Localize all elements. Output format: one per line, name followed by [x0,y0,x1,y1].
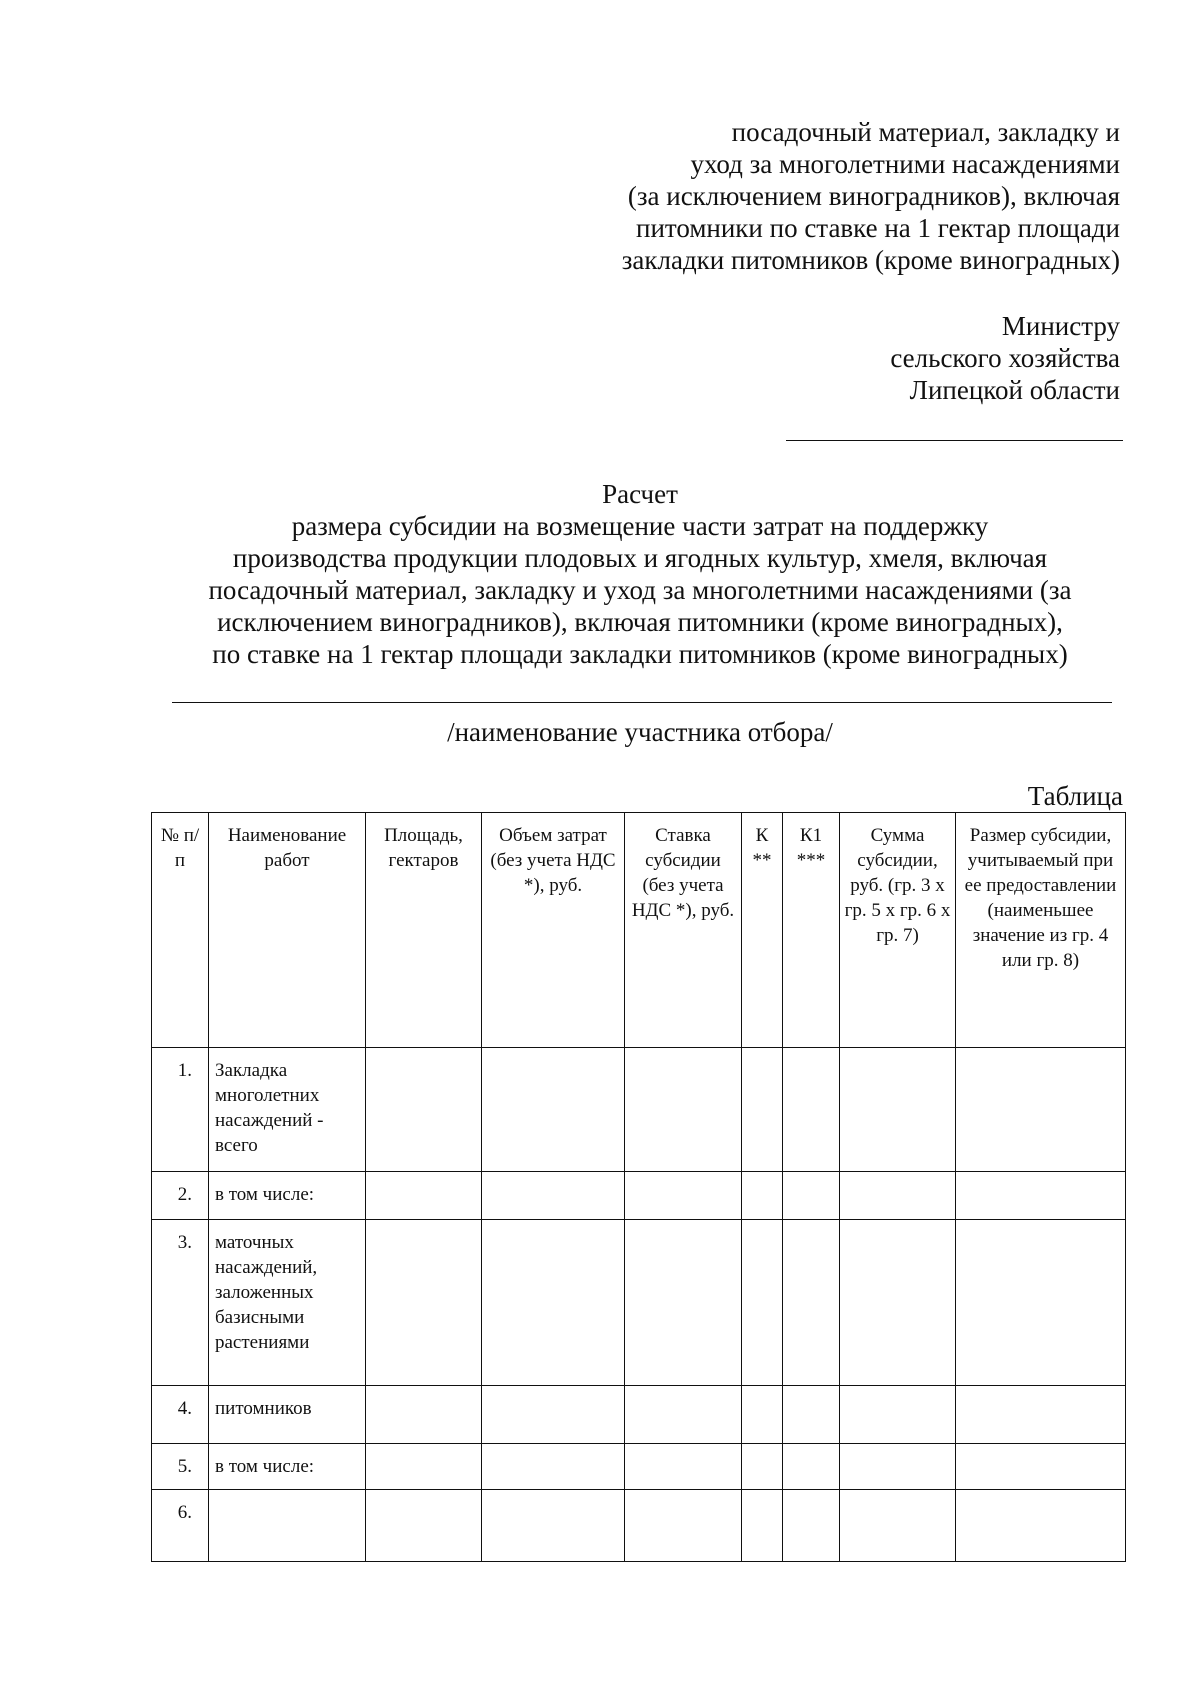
header-cell: Сумма субсидии, руб. (гр. 3 х гр. 5 х гр. 6 х гр. 7) [840,813,956,1048]
header-line: питомники по ставке на 1 гектар площади [636,213,1120,243]
row-number: 1. [152,1048,209,1172]
header-cell: Объем затрат (без учета НДС *), руб. [482,813,625,1048]
rate-cell[interactable] [625,1386,742,1444]
k-cell[interactable] [742,1386,783,1444]
row-name: питомников [209,1386,366,1444]
row-name [209,1490,366,1562]
addressee-line-text: Липецкой области [909,375,1120,405]
table-row [152,1490,1126,1562]
area-cell[interactable] [366,1220,482,1386]
area-cell[interactable] [366,1386,482,1444]
k-cell[interactable] [742,1172,783,1220]
title-line: производства продукции плодовых и ягодных культур, хмеля, включая [232,543,1048,573]
title-line: по ставке на 1 гектар площади закладки питомников (кроме виноградных) [212,639,1068,669]
sum-cell[interactable] [840,1490,956,1562]
costs-cell[interactable] [482,1490,625,1562]
costs-cell[interactable] [482,1172,625,1220]
sum-cell[interactable] [840,1444,956,1490]
header-cell: К1 *** [783,813,840,1048]
document-title [140,478,1140,670]
header-line: (за исключением виноградников), включая [627,181,1120,211]
row-name: маточных насаждений, заложенных базисными растениями [209,1220,366,1386]
row-name: в том числе: [209,1172,366,1220]
title-line: посадочный материал, закладку и уход за многолетними насаждениями (за [208,575,1072,605]
title-line: размера субсидии на возмещение части затрат на поддержку [291,511,989,541]
title-line: исключением виноградников), включая питомники (кроме виноградных), [217,607,1063,637]
participant-name-line [172,702,1112,703]
k1-cell[interactable] [783,1220,840,1386]
header-line: уход за многолетними насаждениями [690,149,1120,179]
header-cell: № п/п [152,813,209,1048]
area-cell[interactable] [366,1172,482,1220]
area-cell[interactable] [366,1490,482,1562]
costs-cell[interactable] [482,1220,625,1386]
row-number: 4. [152,1386,209,1444]
subsidy-cell[interactable] [956,1172,1126,1220]
rate-cell[interactable] [625,1048,742,1172]
addressee-signature-line [786,440,1123,441]
header-cell: Площадь, гектаров [366,813,482,1048]
k1-cell[interactable] [783,1172,840,1220]
k-cell[interactable] [742,1490,783,1562]
subsidy-cell[interactable] [956,1386,1126,1444]
k-cell[interactable] [742,1444,783,1490]
row-number: 2. [152,1172,209,1220]
subsidy-cell[interactable] [956,1220,1126,1386]
rate-cell[interactable] [625,1490,742,1562]
header-cell: Наименование работ [209,813,366,1048]
header-cell: Размер субсидии, учитываемый при ее предоставлении (наименьшее значение из гр. 4 или гр. 8) [956,813,1126,1048]
header-cell: К ** [742,813,783,1048]
participant-caption: /наименование участника отбора/ [447,717,833,747]
row-number: 6. [152,1490,209,1562]
area-cell[interactable] [366,1048,482,1172]
sum-cell[interactable] [840,1048,956,1172]
table-row [152,1048,1126,1172]
k1-cell[interactable] [783,1444,840,1490]
rate-cell[interactable] [625,1220,742,1386]
costs-cell[interactable] [482,1048,625,1172]
table-row [152,1172,1126,1220]
costs-cell[interactable] [482,1386,625,1444]
k1-cell[interactable] [783,1386,840,1444]
addressee-block [760,310,1120,406]
addressee-line-text: сельского хозяйства [890,343,1120,373]
table-header-row [152,813,1126,1048]
header-line: закладки питомников (кроме виноградных) [621,245,1120,275]
title-heading: Расчет [602,479,678,509]
header-cell: Ставка субсидии (без учета НДС *), руб. [625,813,742,1048]
calculation-table [151,812,1126,1562]
rate-cell[interactable] [625,1172,742,1220]
k1-cell[interactable] [783,1048,840,1172]
table-caption: Таблица [1027,781,1123,811]
row-number: 3. [152,1220,209,1386]
rate-cell[interactable] [625,1444,742,1490]
costs-cell[interactable] [482,1444,625,1490]
sum-cell[interactable] [840,1386,956,1444]
table-row [152,1220,1126,1386]
sum-cell[interactable] [840,1172,956,1220]
k-cell[interactable] [742,1048,783,1172]
subsidy-cell[interactable] [956,1444,1126,1490]
document-header [560,116,1120,276]
header-line: посадочный материал, закладку и [731,117,1120,147]
sum-cell[interactable] [840,1220,956,1386]
area-cell[interactable] [366,1444,482,1490]
row-name: Закладка многолетних насаждений - всего [209,1048,366,1172]
k-cell[interactable] [742,1220,783,1386]
subsidy-cell[interactable] [956,1048,1126,1172]
table-row [152,1444,1126,1490]
k1-cell[interactable] [783,1490,840,1562]
table-row [152,1386,1126,1444]
addressee-line-text: Министру [1001,311,1120,341]
subsidy-cell[interactable] [956,1490,1126,1562]
row-name: в том числе: [209,1444,366,1490]
row-number: 5. [152,1444,209,1490]
